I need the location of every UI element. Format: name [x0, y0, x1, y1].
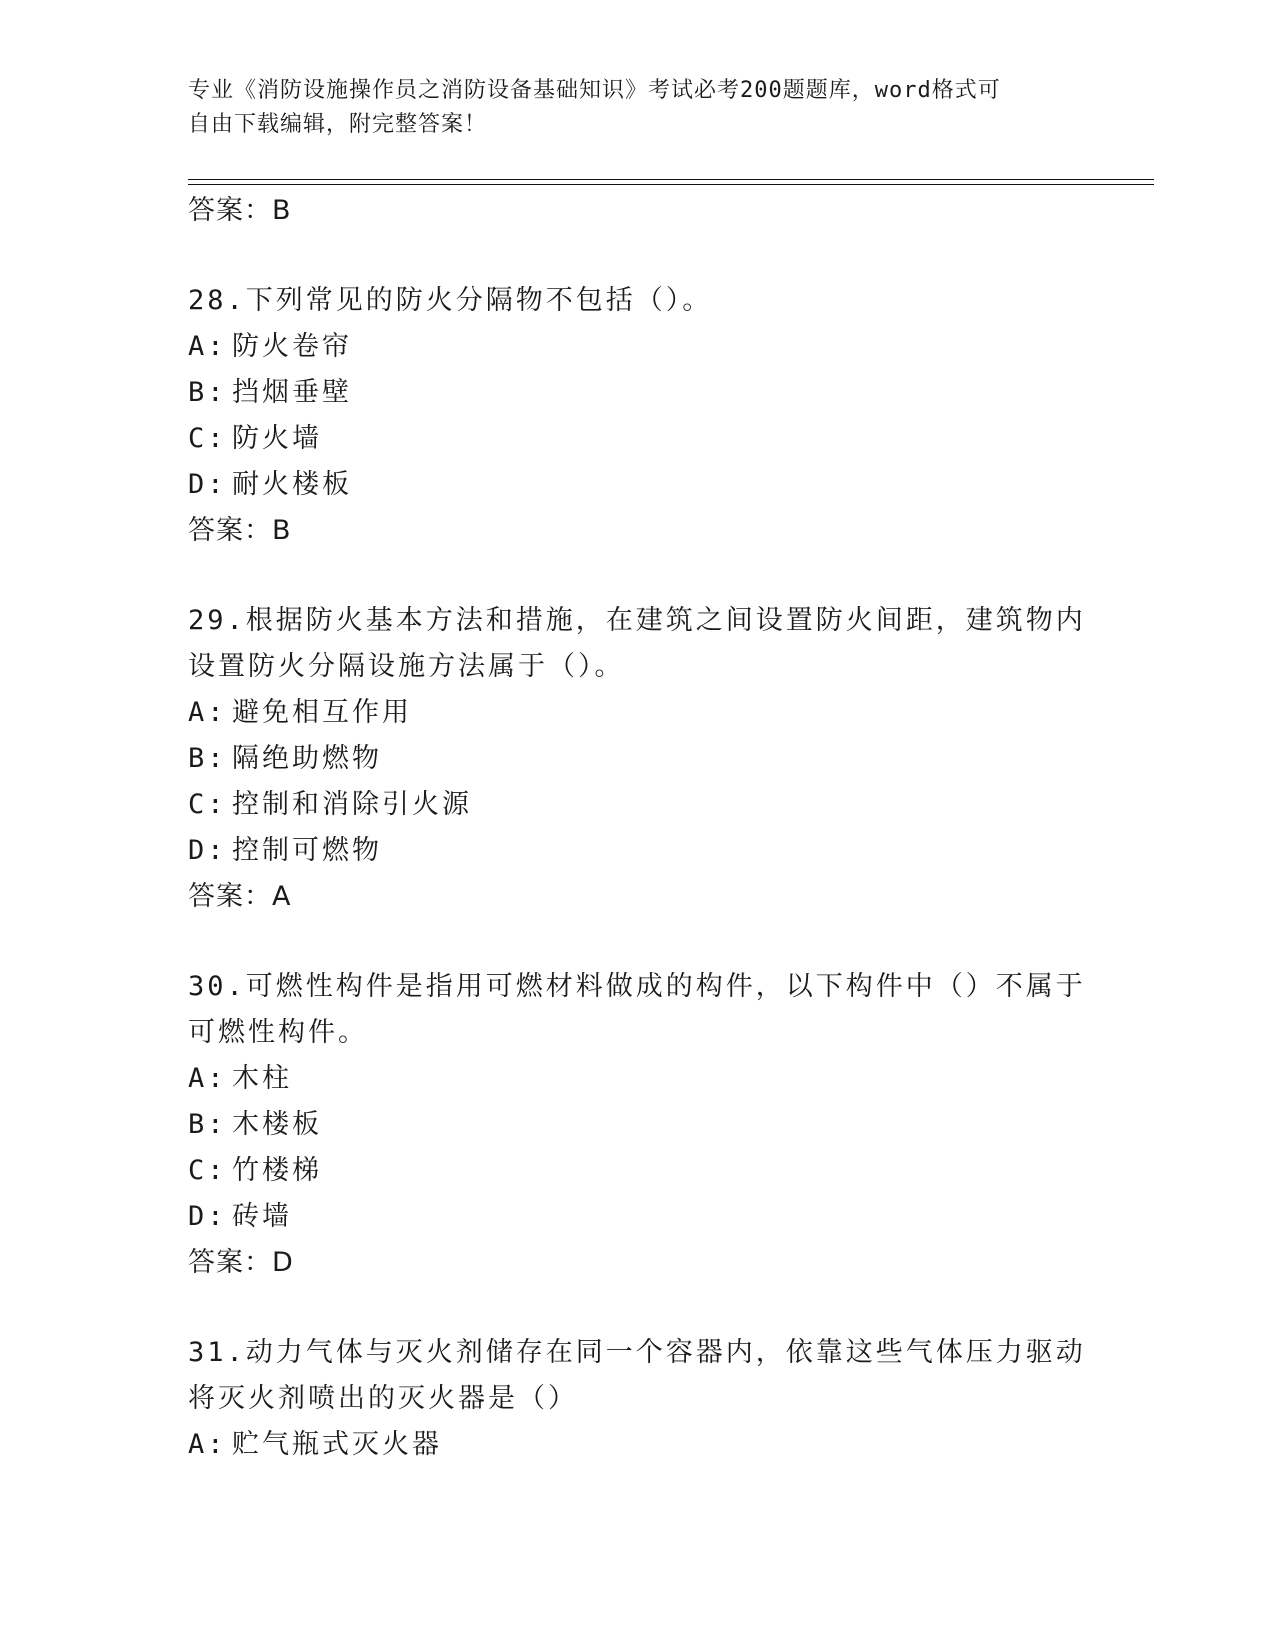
question-block [188, 964, 1088, 1286]
option-d [188, 828, 1088, 874]
question-number: 31. [188, 1337, 246, 1368]
question-text [188, 964, 1088, 1056]
option-a [188, 690, 1088, 736]
option-b [188, 736, 1088, 782]
question-number: 29. [188, 605, 246, 636]
option-letter: C: [188, 423, 227, 454]
option-letter: B: [188, 1109, 227, 1140]
question-block [188, 598, 1088, 920]
option-letter: A: [188, 331, 227, 362]
option-text: 挡烟垂壁 [232, 377, 352, 408]
option-text: 控制可燃物 [232, 835, 382, 866]
question-number: 30. [188, 971, 246, 1002]
header-divider-bottom [188, 184, 1154, 185]
answer-line: 答案：A [188, 881, 292, 912]
option-text: 木柱 [232, 1063, 292, 1094]
option-c [188, 416, 1088, 462]
question-block [188, 1330, 1088, 1468]
option-text: 避免相互作用 [232, 697, 412, 728]
question-stem: 根据防火基本方法和措施，在建筑之间设置防火间距，建筑物内设置防火分隔设施方法属于（）。 [188, 605, 1086, 682]
option-text: 木楼板 [232, 1109, 322, 1140]
question-stem: 下列常见的防火分隔物不包括（）。 [245, 285, 713, 316]
question-stem: 可燃性构件是指用可燃材料做成的构件，以下构件中（）不属于可燃性构件。 [188, 971, 1086, 1048]
question-text [188, 1330, 1088, 1422]
option-letter: D: [188, 469, 227, 500]
option-c [188, 1148, 1088, 1194]
option-letter: D: [188, 835, 227, 866]
option-text: 防火墙 [232, 423, 322, 454]
option-b [188, 1102, 1088, 1148]
question-text [188, 598, 1088, 690]
option-a [188, 1056, 1088, 1102]
document-body [188, 188, 1088, 1468]
option-letter: D: [188, 1201, 227, 1232]
option-letter: B: [188, 743, 227, 774]
question-text [188, 278, 1088, 324]
option-letter: B: [188, 377, 227, 408]
option-text: 耐火楼板 [232, 469, 352, 500]
option-c [188, 782, 1088, 828]
option-a [188, 1422, 1088, 1468]
document-header [188, 74, 1068, 142]
question-stem: 动力气体与灭火剂储存在同一个容器内，依靠这些气体压力驱动将灭火剂喷出的灭火器是（） [188, 1337, 1086, 1414]
option-text: 砖墙 [232, 1201, 292, 1232]
option-text: 竹楼梯 [232, 1155, 322, 1186]
header-divider-top [188, 179, 1154, 180]
question-number: 28. [188, 285, 246, 316]
option-text: 贮气瓶式灭火器 [232, 1429, 442, 1460]
question-block [188, 278, 1088, 554]
option-a [188, 324, 1088, 370]
answer-line: 答案：D [188, 1247, 294, 1278]
option-letter: A: [188, 1063, 227, 1094]
option-letter: A: [188, 697, 227, 728]
option-text: 隔绝助燃物 [232, 743, 382, 774]
option-letter: C: [188, 1155, 227, 1186]
option-b [188, 370, 1088, 416]
option-text: 控制和消除引火源 [232, 789, 472, 820]
answer-line: 答案：B [188, 195, 292, 226]
option-letter: C: [188, 789, 227, 820]
option-d [188, 462, 1088, 508]
option-d [188, 1194, 1088, 1240]
option-text: 防火卷帘 [232, 331, 352, 362]
answer-line: 答案：B [188, 515, 292, 546]
header-line-2: 自由下载编辑，附完整答案！ [188, 112, 488, 137]
header-line-1: 专业《消防设施操作员之消防设备基础知识》考试必考200题题库，word格式可 [188, 78, 1001, 103]
option-letter: A: [188, 1429, 227, 1460]
